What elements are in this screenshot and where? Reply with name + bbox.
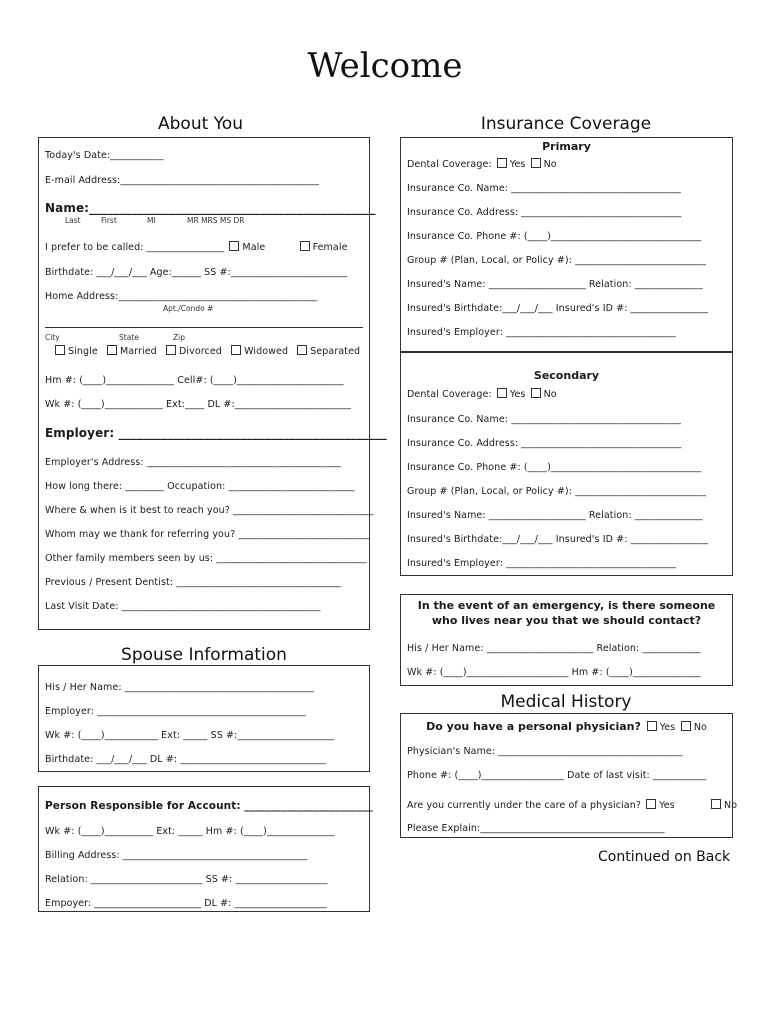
spouse-name-field[interactable]: His / Her Name: _______________________________________ <box>45 682 314 693</box>
primary-no-label: No <box>543 159 557 170</box>
todays-date-field[interactable]: Today's Date:___________ <box>45 150 164 161</box>
address-line[interactable] <box>45 327 363 328</box>
secondary-heading: Secondary <box>533 369 600 382</box>
employer-address-field[interactable]: Employer's Address: ________________________________________ <box>45 457 341 468</box>
state-sub: State <box>119 333 139 342</box>
secondary-co-phone-field[interactable]: Insurance Co. Phone #: (____)_______________________________ <box>407 462 702 473</box>
physician-question: Do you have a personal physician? <box>426 720 641 733</box>
emergency-contact-section <box>400 594 733 686</box>
preferred-name-field[interactable]: I prefer to be called: ________________ <box>45 242 225 253</box>
spouse-work-phone-field[interactable]: Wk #: (____)___________ Ext: _____ SS #:____________________ <box>45 730 335 741</box>
spouse-employer-field[interactable]: Employer: ___________________________________________ <box>45 706 306 717</box>
name-sub-mi: MI <box>147 216 156 225</box>
emergency-heading-line1: In the event of an emergency, is there someone <box>417 599 716 612</box>
primary-co-name-field[interactable]: Insurance Co. Name: ___________________________________ <box>407 183 681 194</box>
last-visit-field[interactable]: Last Visit Date: _________________________________________ <box>45 601 321 612</box>
physician-no-checkbox[interactable] <box>681 721 691 731</box>
secondary-co-address-field[interactable]: Insurance Co. Address: _________________________________ <box>407 438 682 449</box>
page-title: Welcome <box>307 46 463 86</box>
spouse-section <box>38 665 370 772</box>
preferred-name-row <box>45 241 363 253</box>
under-care-question: Are you currently under the care of a physician? <box>407 800 641 811</box>
reach-you-field[interactable]: Where & when is it best to reach you? _____________________________ <box>45 505 374 516</box>
secondary-yes-checkbox[interactable] <box>497 388 507 398</box>
insurance-coverage-heading: Insurance Coverage <box>480 114 652 134</box>
female-label: Female <box>312 242 348 253</box>
single-checkbox[interactable] <box>55 345 65 355</box>
single-label: Single <box>68 346 98 357</box>
female-checkbox[interactable] <box>300 241 310 251</box>
responsible-party-section <box>38 786 373 912</box>
under-care-no-checkbox[interactable] <box>711 799 721 809</box>
work-phone-field[interactable]: Wk #: (____)____________ Ext:____ DL #:________________________ <box>45 399 352 410</box>
primary-co-phone-field[interactable]: Insurance Co. Phone #: (____)_______________________________ <box>407 231 702 242</box>
primary-no-checkbox[interactable] <box>531 158 541 168</box>
primary-co-address-field[interactable]: Insurance Co. Address: _________________________________ <box>407 207 682 218</box>
secondary-group-field[interactable]: Group # (Plan, Local, or Policy #): ___________________________ <box>407 486 707 497</box>
physician-yes-label: Yes <box>659 722 676 733</box>
physician-phone-field[interactable]: Phone #: (____)_________________ Date of last visit: ___________ <box>407 770 707 781</box>
name-field[interactable]: Name:_______________________________________________ <box>45 201 376 215</box>
primary-insured-name-field[interactable]: Insured's Name: ____________________ Relation: ______________ <box>407 279 703 290</box>
responsible-employer-field[interactable]: Empoyer: ______________________ DL #: ___________________ <box>45 898 327 909</box>
married-checkbox[interactable] <box>107 345 117 355</box>
male-checkbox[interactable] <box>229 241 239 251</box>
home-address-field[interactable]: Home Address:_________________________________________ <box>45 291 318 302</box>
secondary-insurance-section <box>400 352 733 576</box>
separated-label: Separated <box>310 346 361 357</box>
family-members-field[interactable]: Other family members seen by us: _______________________________ <box>45 553 367 564</box>
secondary-insured-name-field[interactable]: Insured's Name: ____________________ Relation: ______________ <box>407 510 703 521</box>
secondary-insured-employer-field[interactable]: Insured's Employer: ___________________________________ <box>407 558 676 569</box>
physician-name-field[interactable]: Physician's Name: ______________________________________ <box>407 746 683 757</box>
secondary-dental-coverage-row <box>407 388 726 400</box>
secondary-no-label: No <box>543 389 557 400</box>
widowed-checkbox[interactable] <box>231 345 241 355</box>
secondary-co-name-field[interactable]: Insurance Co. Name: ___________________________________ <box>407 414 681 425</box>
about-you-heading: About You <box>158 114 243 134</box>
explain-field[interactable]: Please Explain:______________________________________ <box>407 823 665 834</box>
primary-insurance-section <box>400 137 733 352</box>
under-care-yes-checkbox[interactable] <box>646 799 656 809</box>
responsible-relation-field[interactable]: Relation: _______________________ SS #: ___________________ <box>45 874 328 885</box>
name-sub-last: Last <box>65 216 81 225</box>
divorced-checkbox[interactable] <box>166 345 176 355</box>
about-you-section <box>38 137 387 630</box>
billing-address-field[interactable]: Billing Address: ______________________________________ <box>45 850 308 861</box>
separated-checkbox[interactable] <box>297 345 307 355</box>
apt-condo-sub: Apt./Condo # <box>163 304 214 313</box>
widowed-label: Widowed <box>244 346 289 357</box>
secondary-yes-label: Yes <box>509 389 526 400</box>
dentist-field[interactable]: Previous / Present Dentist: __________________________________ <box>45 577 342 588</box>
medical-history-heading: Medical History <box>500 692 632 712</box>
secondary-insured-birth-field[interactable]: Insured's Birthdate:___/___/___ Insured's ID #: ________________ <box>407 534 709 545</box>
referral-field[interactable]: Whom may we thank for referring you? ___________________________ <box>45 529 370 540</box>
secondary-dental-label: Dental Coverage: <box>407 389 492 400</box>
primary-dental-coverage-row <box>407 158 726 170</box>
name-sub-first: First <box>101 216 117 225</box>
zip-sub: Zip <box>173 333 185 342</box>
home-cell-phone-field[interactable]: Hm #: (____)______________ Cell#: (____)______________________ <box>45 375 344 386</box>
secondary-no-checkbox[interactable] <box>531 388 541 398</box>
responsible-phones-field[interactable]: Wk #: (____)__________ Ext: _____ Hm #: (____)______________ <box>45 826 335 837</box>
continued-on-back: Continued on Back <box>598 849 731 865</box>
name-sub-title: MR MRS MS DR <box>187 216 245 225</box>
emergency-heading-line2: who lives near you that we should contact? <box>431 614 702 627</box>
primary-dental-label: Dental Coverage: <box>407 159 492 170</box>
under-care-row <box>407 799 738 811</box>
marital-status-row <box>53 345 363 357</box>
primary-yes-label: Yes <box>509 159 526 170</box>
city-sub: City <box>45 333 60 342</box>
physician-question-row <box>401 720 732 733</box>
physician-no-label: No <box>693 722 707 733</box>
primary-insured-birth-field[interactable]: Insured's Birthdate:___/___/___ Insured's ID #: ________________ <box>407 303 709 314</box>
spouse-information-heading: Spouse Information <box>121 645 287 665</box>
under-care-no-label: No <box>724 800 738 811</box>
primary-heading: Primary <box>542 140 591 153</box>
divorced-label: Divorced <box>178 346 222 357</box>
under-care-yes-label: Yes <box>659 800 675 811</box>
male-label: Male <box>242 242 266 253</box>
primary-group-field[interactable]: Group # (Plan, Local, or Policy #): ___________________________ <box>407 255 707 266</box>
email-field[interactable]: E-mail Address:_________________________________________ <box>45 175 320 186</box>
emergency-phones-field[interactable]: Wk #: (____)_____________________ Hm #: (____)______________ <box>407 667 701 678</box>
primary-insured-employer-field[interactable]: Insured's Employer: ___________________________________ <box>407 327 676 338</box>
primary-yes-checkbox[interactable] <box>497 158 507 168</box>
married-label: Married <box>119 346 157 357</box>
employer-field[interactable]: Employer: ____________________________________________ <box>45 426 387 440</box>
emergency-name-field[interactable]: His / Her Name: ______________________ Relation: ____________ <box>407 643 701 654</box>
physician-yes-checkbox[interactable] <box>647 721 657 731</box>
responsible-person-field[interactable]: Person Responsible for Account: ________________________ <box>45 800 373 812</box>
birthdate-field[interactable]: Birthdate: ___/___/___ Age:______ SS #:________________________ <box>45 267 348 278</box>
spouse-birthdate-field[interactable]: Birthdate: ___/___/___ DL #: ______________________________ <box>45 754 326 765</box>
medical-history-section <box>400 713 738 838</box>
occupation-field[interactable]: How long there: ________ Occupation: __________________________ <box>45 481 355 492</box>
